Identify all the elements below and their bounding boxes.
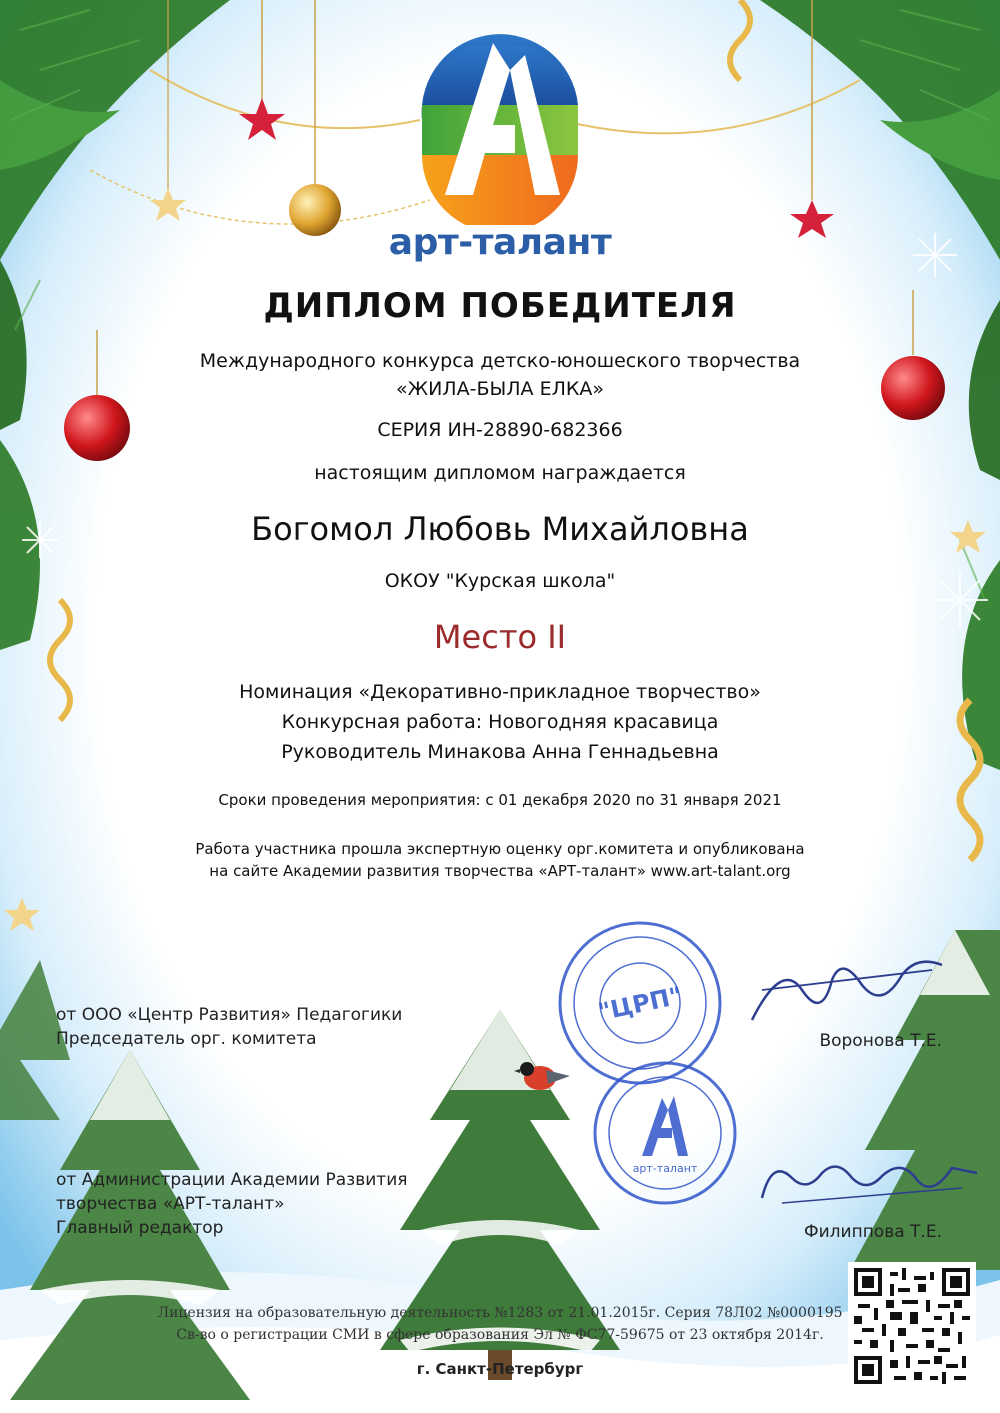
license-line-1: Лицензия на образовательную деятельность №1283 от 21.01.2015г. Серия 78Л02 №0000195 [157, 1305, 843, 1321]
signatory-block-1 [56, 1003, 402, 1051]
stamp-art-talant-center: арт-талант [632, 1162, 698, 1175]
signatory-2-line-3: Главный редактор [56, 1218, 224, 1238]
signatory-1-line-2: Председатель орг. комитета [56, 1029, 317, 1049]
city: г. Санкт-Петербург [416, 1360, 584, 1378]
signatory-1-line-1: от ООО «Центр Развития» Педагогики [56, 1005, 403, 1025]
note-line-1: Работа участника прошла экспертную оценку орг.комитета и опубликована [195, 840, 805, 858]
qr-code[interactable] [848, 1262, 976, 1390]
note-line-2: на сайте Академии развития творчества «АРТ-талант» www.art-talant.org [209, 862, 791, 880]
publication-note [0, 838, 1000, 882]
place-award: Место II [433, 618, 567, 656]
signatory-2-line-1: от Администрации Академии Развития [56, 1170, 408, 1190]
signature-filippova [752, 1148, 982, 1218]
award-details [0, 677, 1000, 767]
qr-code-pattern [854, 1268, 970, 1384]
contest-work: Конкурсная работа: Новогодняя красавица [281, 711, 719, 733]
signatory-2-name: Филиппова Т.Е. [803, 1222, 942, 1242]
art-talant-logo [415, 25, 585, 225]
contest-name [0, 347, 1000, 403]
signature-voronova [742, 950, 952, 1030]
license-info [130, 1302, 870, 1346]
contest-line-2: «ЖИЛА-БЫЛА ЕЛКА» [396, 378, 604, 400]
nomination: Номинация «Декоративно-прикладное творчество» [239, 681, 761, 703]
awarded-text: настоящим дипломом награждается [314, 462, 686, 484]
recipient-organization: ОКОУ "Курская школа" [384, 570, 616, 592]
series-number: СЕРИЯ ИН-28890-682366 [377, 419, 623, 441]
recipient-name: Богомол Любовь Михайловна [251, 510, 749, 548]
stamp-crp-center: "ЦРП" [595, 981, 685, 1027]
signatory-2-line-2: творчества «АРТ-талант» [56, 1194, 285, 1214]
diploma-title: ДИПЛОМ ПОБЕДИТЕЛЯ [263, 286, 737, 326]
contest-line-1: Международного конкурса детско-юношеского творчества [199, 350, 801, 372]
event-dates: Сроки проведения мероприятия: с 01 декабря 2020 по 31 января 2021 [218, 791, 782, 809]
signatory-block-2 [56, 1168, 407, 1240]
signatory-1-name: Воронова Т.Е. [819, 1031, 942, 1051]
supervisor: Руководитель Минакова Анна Геннадьевна [281, 741, 719, 763]
logo-wordmark: арт-талант [388, 222, 612, 263]
license-line-2: Св-во о регистрации СМИ в сфере образования Эл № ФС77-59675 от 23 октября 2014г. [176, 1327, 824, 1343]
stamp-art-talant [590, 1058, 740, 1208]
